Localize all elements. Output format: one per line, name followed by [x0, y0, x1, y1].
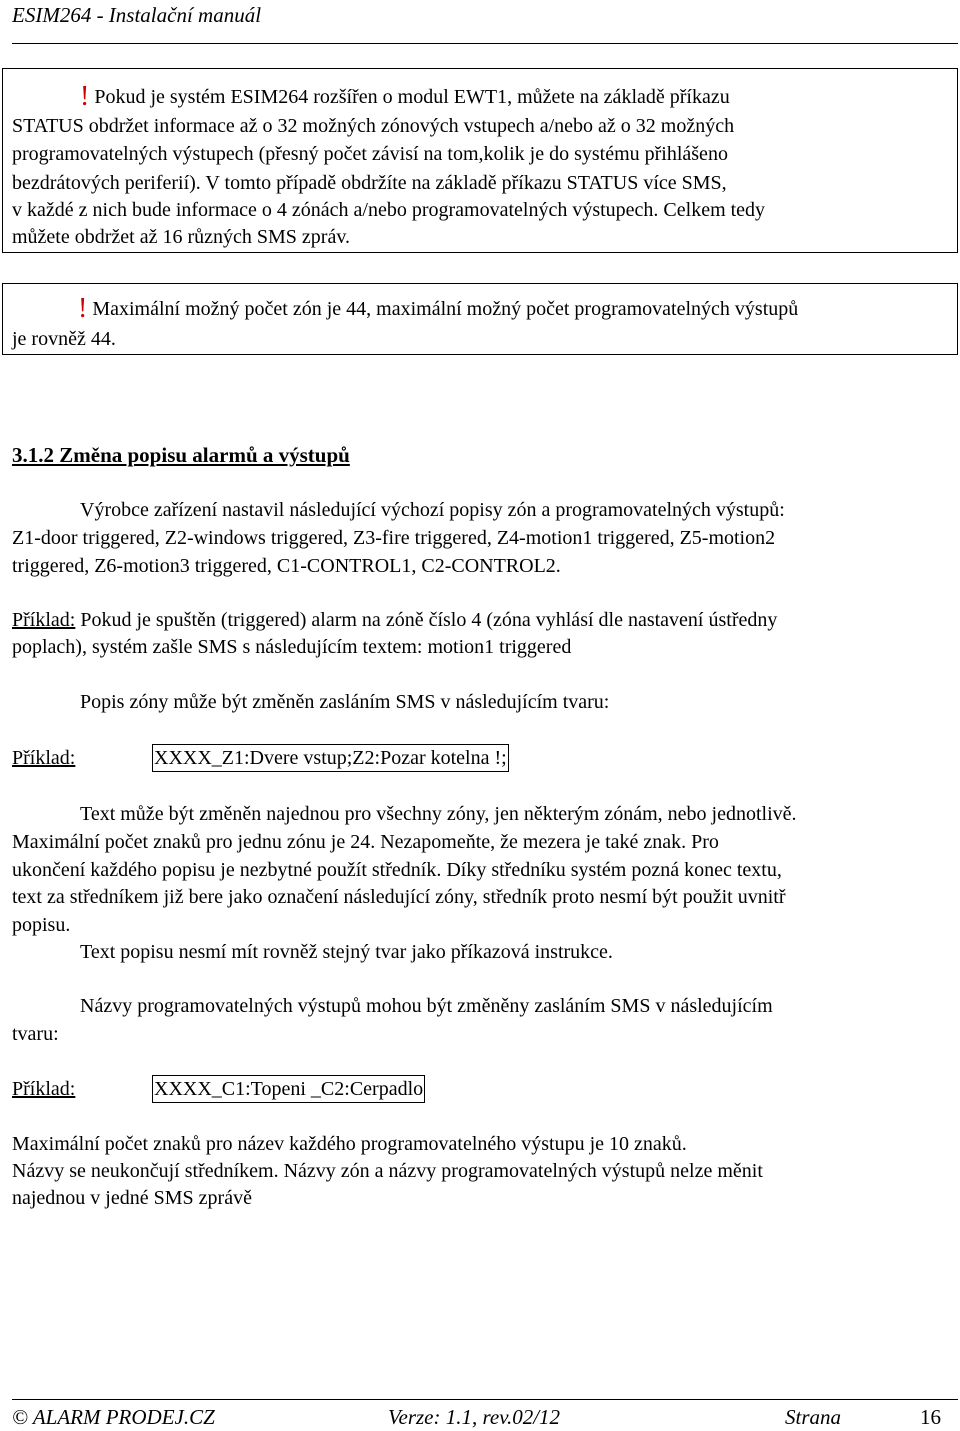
para4: Text popisu nesmí mít rovněž stejný tvar jako příkazová instrukce. [80, 941, 613, 963]
section-heading: 3.1.2 Změna popisu alarmů a výstupů [12, 443, 350, 467]
para3-line-5: popisu. [12, 914, 71, 936]
para1-line-3: triggered, Z6-motion3 triggered, C1-CONTROL1, C2-CONTROL2. [12, 555, 561, 577]
para3-line-4: text za středníkem již bere jako označení následující zóny, středník proto nesmí být použit uvnitř [12, 886, 786, 908]
info-line-3: programovatelných výstupech (přesný počet závisí na tom,kolik je do systému přihlášeno [12, 143, 728, 165]
para3-line-1: Text může být změněn najednou pro všechny zóny, jen některým zónám, nebo jednotlivě. [80, 803, 797, 825]
footer-divider [12, 1399, 958, 1400]
para2-line-2: poplach), systém zašle SMS s následujícím textem: motion1 triggered [12, 636, 572, 658]
para3-line-2: Maximální počet znaků pro jednu zónu je 24. Nezapomeňte, že mezera je také znak. Pro [12, 831, 719, 853]
info-line-1: ! Pokud je systém ESIM264 rozšířen o modul EWT1, můžete na základě příkazu [80, 81, 730, 112]
max-line-2: je rovněž 44. [12, 328, 116, 350]
info-line-6: můžete obdržet až 16 různých SMS zpráv. [12, 226, 351, 248]
output-change-line-1: Názvy programovatelných výstupů mohou být změněny zasláním SMS v následujícím [80, 995, 773, 1017]
para1-line-2: Z1-door triggered, Z2-windows triggered, Z3-fire triggered, Z4-motion1 triggered, Z5-motion2 [12, 527, 776, 549]
para5-line-3: najednou v jedné SMS zprávě [12, 1187, 252, 1209]
para2-line-1: Příklad: Pokud je spuštěn (triggered) alarm na zóně číslo 4 (zóna vyhlásí dle nastavení ústředny [12, 609, 778, 631]
info-line-4: bezdrátových periferií). V tomto případě obdržíte na základě příkazu STATUS více SMS, [12, 172, 727, 194]
footer-page-label: Strana [785, 1405, 842, 1429]
para1-line-1: Výrobce zařízení nastavil následující výchozí popisy zón a programovatelných výstupů: [80, 499, 785, 521]
example-label: Příklad: [12, 609, 76, 631]
header-divider [12, 43, 958, 44]
document-title: ESIM264 - Instalační manuál [12, 3, 262, 27]
output-example-label: Příklad: [12, 1078, 76, 1100]
output-example-code: XXXX_C1:Topeni _C2:Cerpadlo [152, 1075, 425, 1103]
para5-line-1: Maximální počet znaků pro název každého programovatelného výstupu je 10 znaků. [12, 1133, 687, 1155]
footer-company: © ALARM PRODEJ.CZ [12, 1405, 215, 1429]
para3-line-3: ukončení každého popisu je nezbytné použít středník. Díky středníku systém pozná konec textu, [12, 859, 782, 881]
output-change-line-2: tvaru: [12, 1023, 59, 1045]
para5-line-2: Názvy se neukončují středníkem. Názvy zón a názvy programovatelných výstupů nelze měnit [12, 1160, 763, 1182]
warning-icon: ! [80, 81, 90, 112]
info-line-2: STATUS obdržet informace až o 32 možných zónových vstupech a/nebo až o 32 možných [12, 115, 735, 137]
max-line-1: ! Maximální možný počet zón je 44, maximální možný počet programovatelných výstupů [78, 293, 799, 324]
footer-page-number: 16 [920, 1405, 941, 1429]
info-line-5: v každé z nich bude informace o 4 zónách a/nebo programovatelných výstupech. Celkem tedy [12, 199, 766, 221]
zone-example-label: Příklad: [12, 747, 76, 769]
footer-version: Verze: 1.1, rev.02/12 [388, 1405, 561, 1429]
warning-icon: ! [78, 293, 88, 324]
zone-example-code: XXXX_Z1:Dvere vstup;Z2:Pozar kotelna !; [152, 744, 509, 772]
zone-change-intro: Popis zóny může být změněn zasláním SMS v následujícím tvaru: [80, 691, 610, 713]
